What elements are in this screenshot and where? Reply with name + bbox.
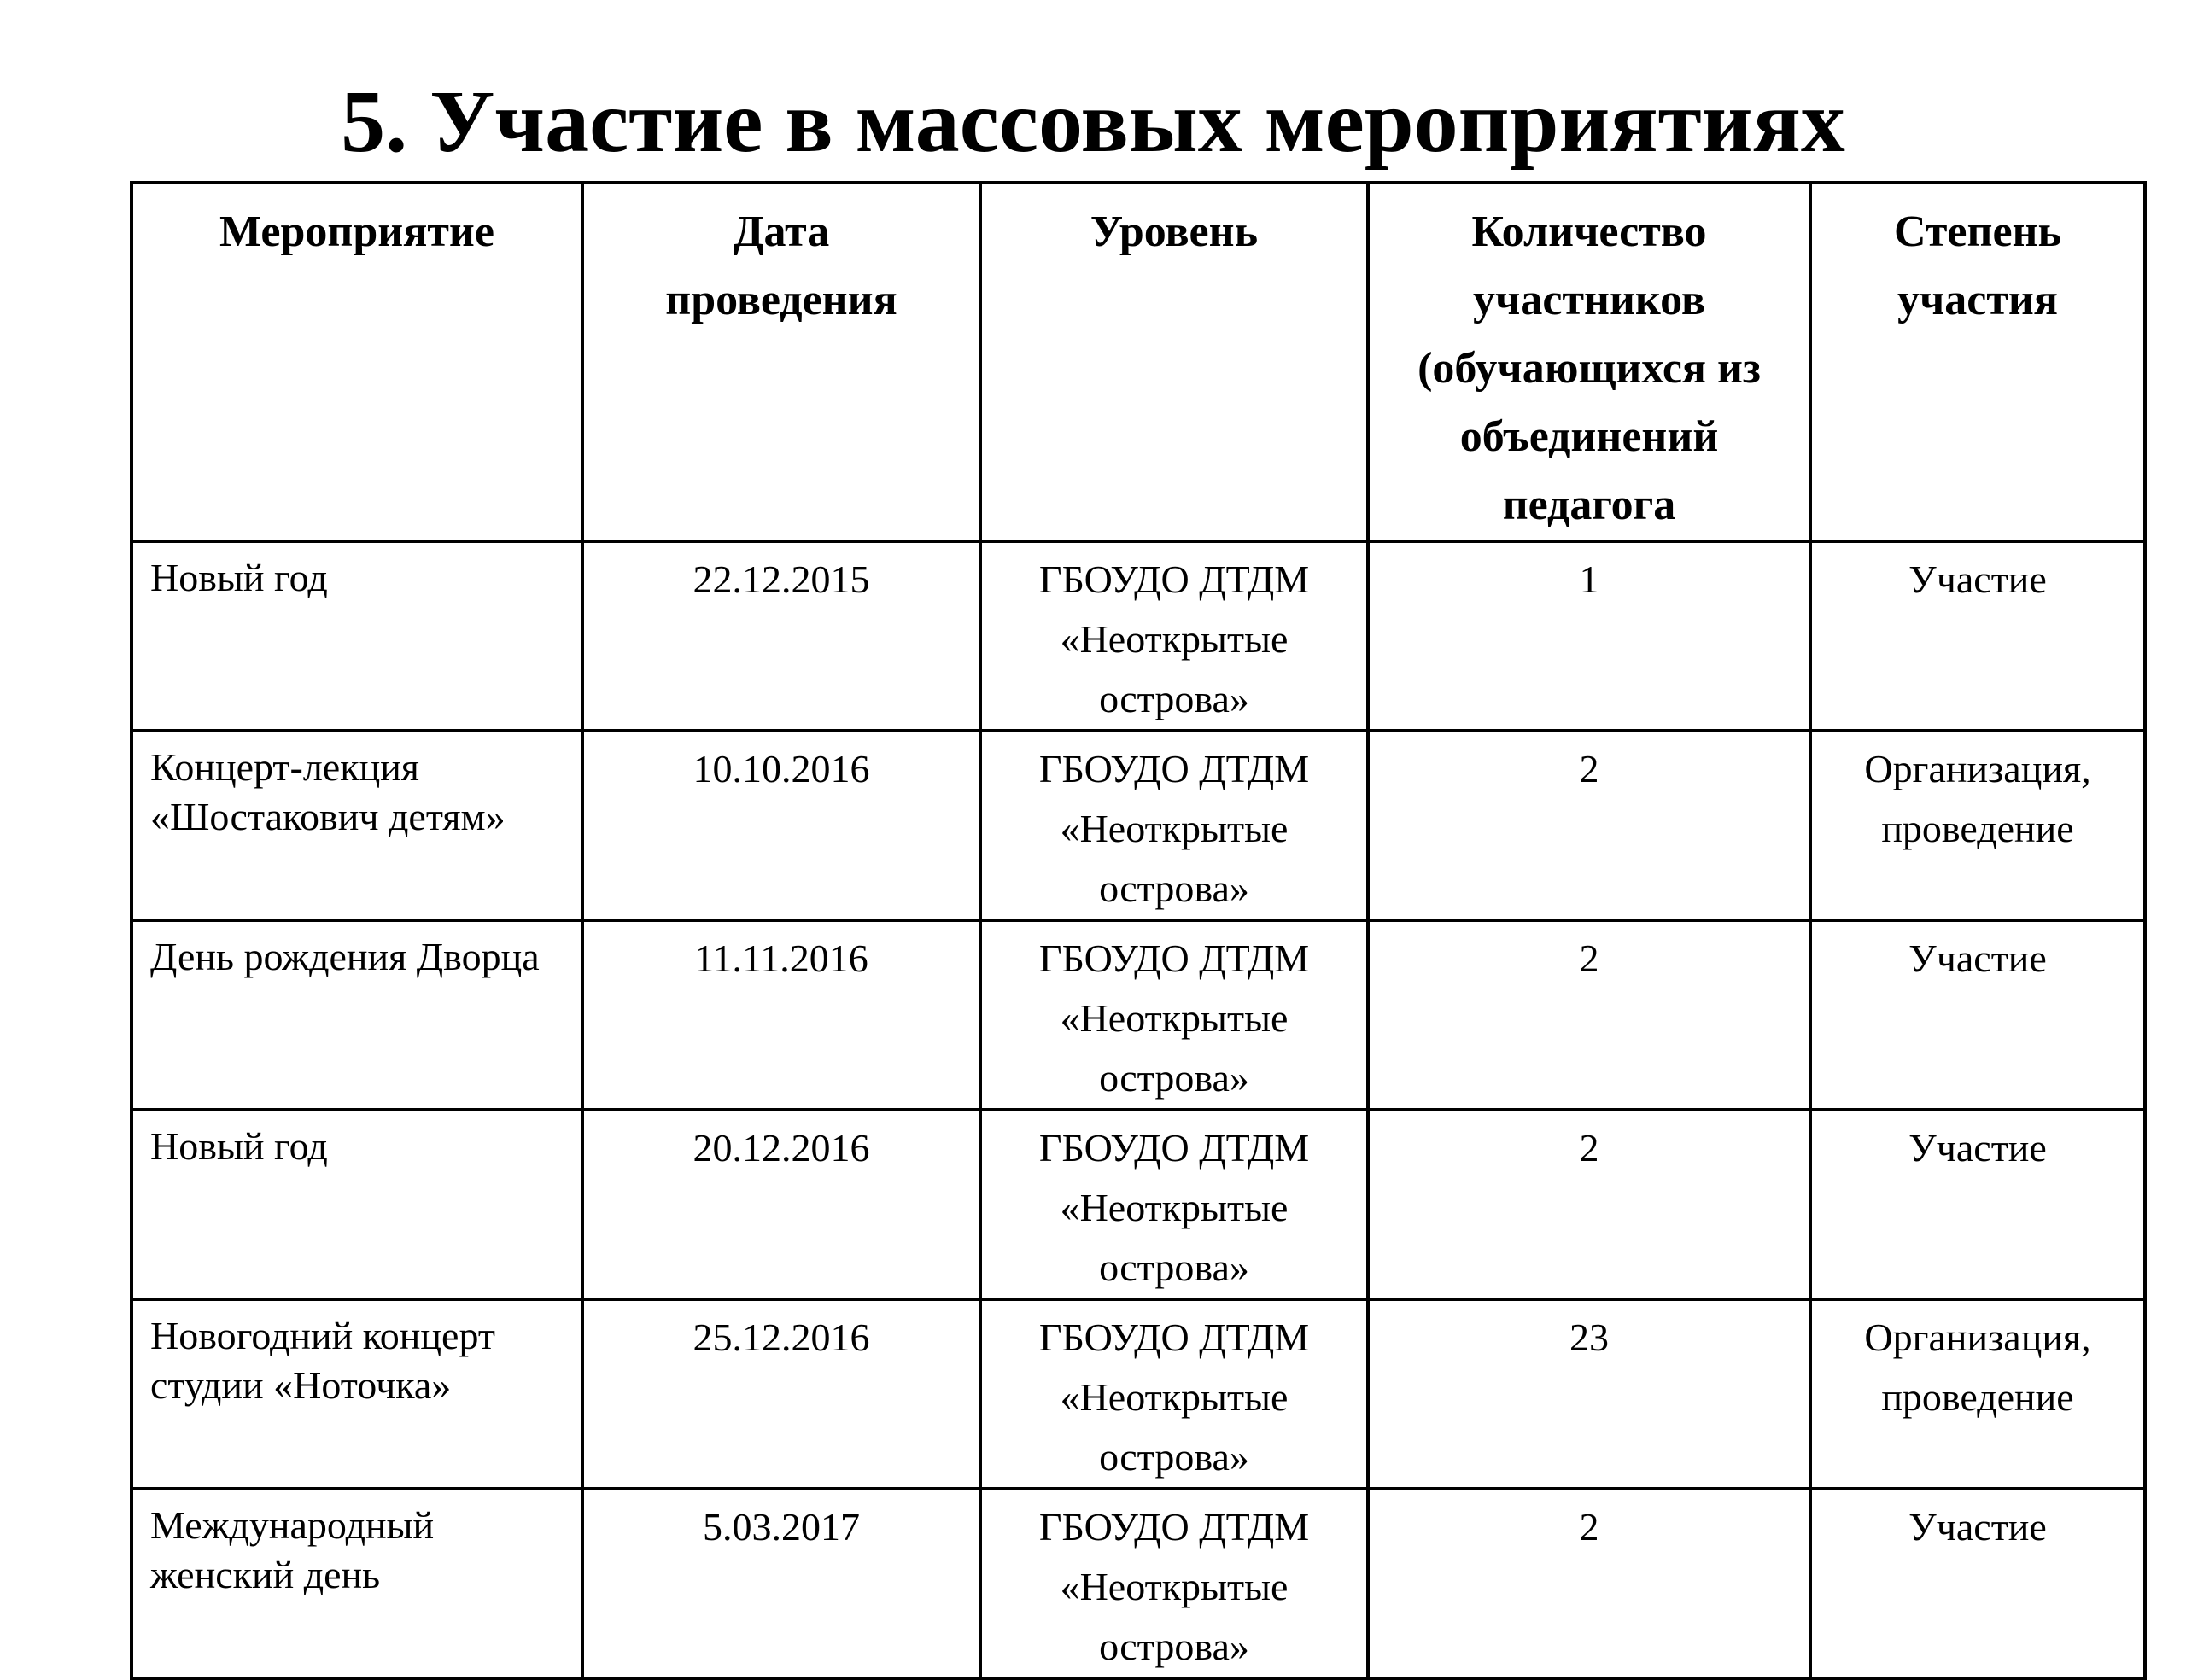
header-date — [582, 183, 980, 541]
events-table — [130, 181, 2147, 1680]
cell-degree-text: Организация, проведение — [1864, 747, 2091, 850]
table-row — [132, 920, 2145, 1110]
header-level-label: Уровень — [1090, 207, 1259, 256]
table-row — [132, 1299, 2145, 1489]
cell-count-text: 23 — [1569, 1315, 1609, 1359]
cell-date — [582, 920, 980, 1110]
cell-date-text: 11.11.2016 — [694, 936, 868, 980]
cell-event — [132, 731, 582, 920]
cell-count — [1368, 541, 1810, 731]
cell-degree-text: Участие — [1908, 557, 2047, 601]
cell-level — [980, 541, 1368, 731]
cell-date-text: 25.12.2016 — [693, 1315, 870, 1359]
cell-event-text: Новый год — [150, 1124, 328, 1168]
cell-degree-text: Участие — [1908, 936, 2047, 980]
table-row — [132, 1110, 2145, 1299]
cell-count — [1368, 920, 1810, 1110]
cell-degree-text: Участие — [1908, 1126, 2047, 1170]
header-event-label: Мероприятие — [219, 207, 494, 256]
cell-level-text: ГБОУДО ДТДМ «Неоткрытые острова» — [1038, 1505, 1310, 1668]
header-degree-label: Степень участия — [1894, 207, 2061, 324]
cell-level-text: ГБОУДО ДТДМ «Неоткрытые острова» — [1038, 1315, 1310, 1479]
cell-count — [1368, 1489, 1810, 1678]
table-row — [132, 1489, 2145, 1678]
cell-date — [582, 731, 980, 920]
cell-count — [1368, 1110, 1810, 1299]
cell-event — [132, 1110, 582, 1299]
cell-event — [132, 1489, 582, 1678]
cell-event-text: День рождения Дворца — [150, 935, 540, 978]
cell-event — [132, 1299, 582, 1489]
table-body — [132, 541, 2145, 1678]
cell-level — [980, 731, 1368, 920]
cell-degree — [1810, 920, 2145, 1110]
cell-count — [1368, 731, 1810, 920]
header-level — [980, 183, 1368, 541]
header-event — [132, 183, 582, 541]
cell-date-text: 20.12.2016 — [693, 1126, 870, 1170]
cell-level-text: ГБОУДО ДТДМ «Неоткрытые острова» — [1038, 557, 1310, 720]
header-date-label: Дата проведения — [665, 207, 897, 324]
cell-count-text: 2 — [1579, 747, 1599, 790]
cell-event-text: Новогодний концерт студии «Ноточка» — [150, 1314, 495, 1407]
cell-level-text: ГБОУДО ДТДМ «Неоткрытые острова» — [1038, 747, 1310, 910]
cell-degree — [1810, 1110, 2145, 1299]
cell-degree — [1810, 1299, 2145, 1489]
cell-event-text: Новый год — [150, 556, 328, 599]
cell-event — [132, 541, 582, 731]
cell-date-text: 22.12.2015 — [693, 557, 870, 601]
cell-degree — [1810, 731, 2145, 920]
header-degree — [1810, 183, 2145, 541]
cell-degree-text: Участие — [1908, 1505, 2047, 1549]
cell-date — [582, 1489, 980, 1678]
cell-level — [980, 1489, 1368, 1678]
cell-count-text: 2 — [1579, 936, 1599, 980]
cell-degree — [1810, 1489, 2145, 1678]
cell-level — [980, 1299, 1368, 1489]
cell-level — [980, 920, 1368, 1110]
cell-level — [980, 1110, 1368, 1299]
cell-date-text: 5.03.2017 — [703, 1505, 860, 1549]
cell-date — [582, 1299, 980, 1489]
cell-date — [582, 541, 980, 731]
page-title: 5. Участие в массовых мероприятиях — [341, 73, 1845, 171]
cell-level-text: ГБОУДО ДТДМ «Неоткрытые острова» — [1038, 936, 1310, 1100]
table-row — [132, 541, 2145, 731]
cell-degree-text: Организация, проведение — [1864, 1315, 2091, 1419]
cell-count — [1368, 1299, 1810, 1489]
table-header-row — [132, 183, 2145, 541]
header-count-label: Количество участников (обучающихся из объединений педагога — [1417, 207, 1761, 529]
cell-count-text: 2 — [1579, 1505, 1599, 1549]
cell-degree — [1810, 541, 2145, 731]
cell-event-text: Концерт-лекция «Шостакович детям» — [150, 745, 506, 838]
cell-date-text: 10.10.2016 — [693, 747, 870, 790]
table-row — [132, 731, 2145, 920]
cell-event — [132, 920, 582, 1110]
cell-count-text: 2 — [1579, 1126, 1599, 1170]
cell-level-text: ГБОУДО ДТДМ «Неоткрытые острова» — [1038, 1126, 1310, 1289]
cell-date — [582, 1110, 980, 1299]
cell-count-text: 1 — [1579, 557, 1599, 601]
header-count — [1368, 183, 1810, 541]
cell-event-text: Международный женский день — [150, 1503, 435, 1596]
